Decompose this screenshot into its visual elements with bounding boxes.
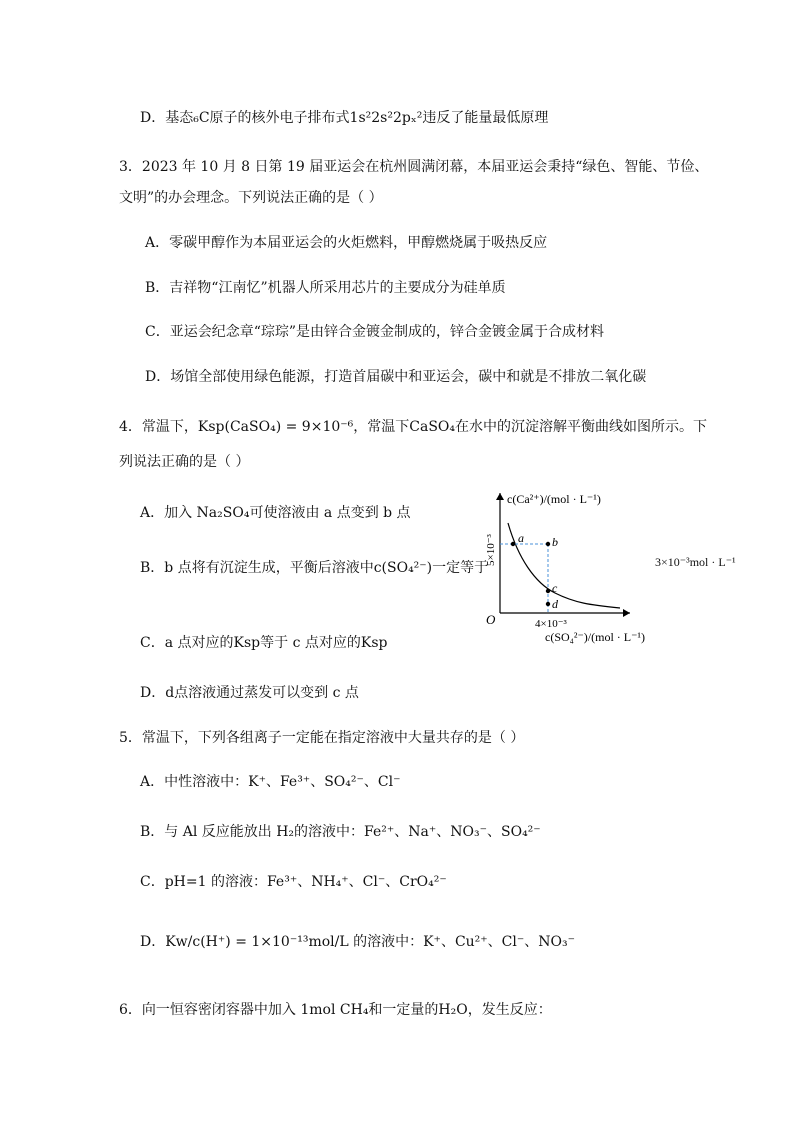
y-axis-arrow [496, 493, 504, 500]
label-b: b [552, 535, 558, 549]
y-tick-label: 5×10⁻³ [485, 534, 497, 566]
q4-option-a: A．加入 Na₂SO₄可使溶液由 a 点变到 b 点 [140, 505, 411, 521]
q4-option-c: C．a 点对应的Ksp等于 c 点对应的Ksp [140, 635, 388, 651]
label-a: a [518, 531, 524, 545]
q4-stem-line1: 4．常温下，Ksp(CaSO₄) = 9×10⁻⁶，常温下CaSO₄在水中的沉淀溶解平衡曲线如图所示。下 [119, 419, 707, 435]
x-axis-label: c(SO₄²⁻)/(mol · L⁻¹) [545, 630, 646, 644]
q4-stem-line2: 列说法正确的是（ ） [119, 454, 250, 470]
q3-option-d: D．场馆全部使用绿色能源，打造首届碳中和亚运会，碳中和就是不排放二氧化碳 [145, 369, 647, 385]
q3-option-c: C．亚运会纪念章“琮琮”是由锌合金镀金制成的，锌合金镀金属于合成材料 [145, 324, 605, 340]
equilibrium-curve [508, 523, 620, 608]
q5-option-d: D．Kw/c(H⁺) = 1×10⁻¹³mol/L 的溶液中：K⁺、Cu²⁺、Cl⁻、NO₃⁻ [140, 934, 575, 950]
solubility-curve-figure [480, 488, 680, 650]
x-axis-arrow [623, 609, 630, 617]
label-d: d [552, 597, 558, 611]
y-axis-label: c(Ca²⁺)/(mol · L⁻¹) [507, 492, 601, 506]
solubility-curve-svg [480, 488, 680, 650]
origin-label: O [486, 612, 496, 627]
q3-option-a: A．零碳甲醇作为本届亚运会的火炬燃料，甲醇燃烧属于吸热反应 [145, 235, 548, 251]
point-b [546, 542, 550, 546]
q4-option-b: B．b 点将有沉淀生成，平衡后溶液中c(SO₄²⁻)一定等于 [140, 560, 489, 576]
q5-stem: 5．常温下，下列各组离子一定能在指定溶液中大量共存的是（ ） [119, 730, 525, 746]
q4-option-b-value: 3×10⁻³mol · L⁻¹ [655, 555, 736, 569]
q5-option-a: A．中性溶液中：K⁺、Fe³⁺、SO₄²⁻、Cl⁻ [140, 774, 401, 790]
point-d [546, 602, 550, 606]
x-tick-label: 4×10⁻³ [535, 618, 567, 630]
q4-option-d: D．d点溶液通过蒸发可以变到 c 点 [140, 685, 359, 701]
q3-stem-line1: 3．2023 年 10 月 8 日第 19 届亚运会在杭州圆满闭幕，本届亚运会秉持“绿色、智能、节俭、 [119, 159, 709, 175]
q3-option-b: B．吉祥物“江南忆”机器人所采用芯片的主要成分为硅单质 [145, 280, 506, 296]
q5-option-c: C．pH=1 的溶液：Fe³⁺、NH₄⁺、Cl⁻、CrO₄²⁻ [140, 874, 447, 890]
label-c: c [552, 581, 558, 595]
point-a [511, 542, 515, 546]
q2-option-d: D．基态₆C原子的核外电子排布式1s²2s²2pₓ²违反了能量最低原理 [140, 110, 549, 126]
point-c [546, 589, 550, 593]
q5-option-b: B．与 Al 反应能放出 H₂的溶液中：Fe²⁺、Na⁺、NO₃⁻、SO₄²⁻ [140, 824, 541, 840]
q6-stem: 6．向一恒容密闭容器中加入 1mol CH₄和一定量的H₂O，发生反应： [119, 1002, 552, 1018]
q3-stem-line2: 文明”的办会理念。下列说法正确的是（ ） [119, 190, 383, 206]
